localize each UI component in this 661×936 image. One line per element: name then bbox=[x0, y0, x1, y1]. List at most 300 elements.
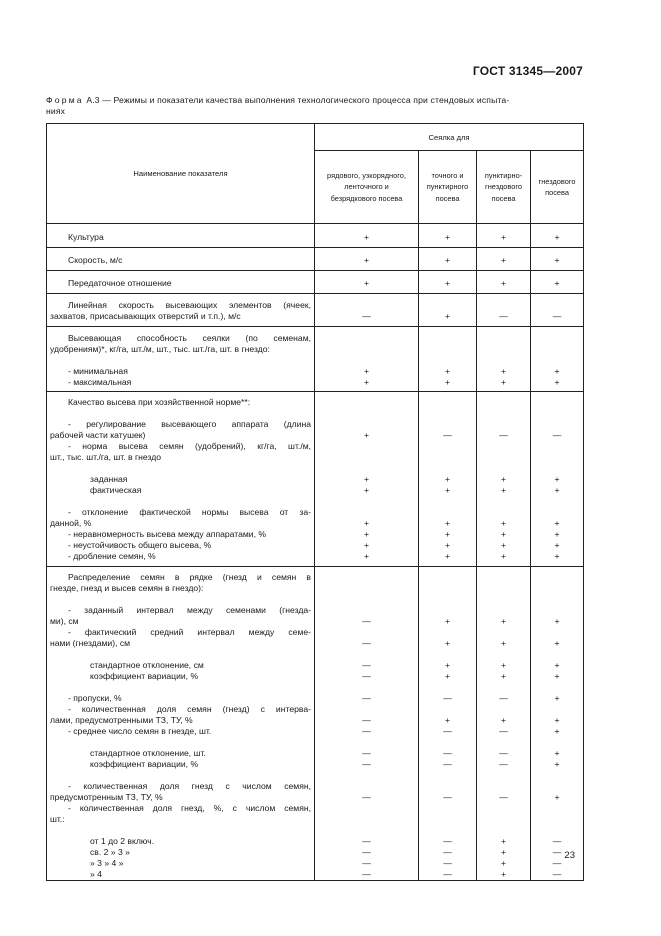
value-mark bbox=[531, 507, 583, 518]
indicator-text-line: данной, % bbox=[50, 518, 92, 528]
value-mark: — bbox=[443, 759, 452, 769]
indicator-text-line: Скорость, м/с bbox=[68, 255, 123, 265]
value-mark bbox=[315, 583, 418, 594]
value-mark bbox=[419, 594, 476, 605]
value-cell bbox=[477, 271, 531, 294]
indicator-text-line bbox=[50, 594, 311, 605]
value-mark bbox=[315, 419, 418, 430]
column-header-hill-seeding: гнездового посева bbox=[531, 151, 584, 224]
indicator-text-line: Качество высева при хозяйственной норме**: bbox=[68, 397, 251, 407]
value-mark bbox=[531, 825, 583, 836]
value-mark: + bbox=[500, 232, 507, 242]
indicator-name-cell bbox=[47, 392, 315, 567]
indicator-text-line: - количественная доля гнезд с числом семян, bbox=[68, 781, 311, 791]
value-mark bbox=[531, 572, 583, 583]
value-cell bbox=[531, 327, 584, 392]
value-mark bbox=[477, 496, 530, 507]
indicator-text-line: шт., тыс. шт./га, шт. в гнездо bbox=[50, 452, 161, 462]
value-mark: + bbox=[500, 858, 507, 868]
value-mark bbox=[477, 333, 530, 344]
value-mark bbox=[477, 594, 530, 605]
value-mark bbox=[315, 814, 418, 825]
table-row bbox=[47, 248, 584, 271]
value-mark bbox=[315, 507, 418, 518]
value-mark bbox=[419, 300, 476, 311]
value-mark bbox=[419, 649, 476, 660]
value-cell bbox=[531, 294, 584, 327]
value-mark: + bbox=[554, 232, 560, 242]
value-mark: — bbox=[552, 836, 562, 846]
value-mark: — bbox=[362, 792, 371, 802]
indicator-text-line: - норма высева семян (удобрений), кг/га, шт./м, bbox=[68, 441, 311, 451]
value-mark: + bbox=[500, 836, 507, 846]
value-mark bbox=[477, 452, 530, 463]
value-mark bbox=[531, 496, 583, 507]
value-cell bbox=[477, 567, 531, 881]
indicator-text-line: - неустойчивость общего высева, % bbox=[68, 540, 212, 550]
value-mark bbox=[477, 770, 530, 781]
value-mark: + bbox=[444, 551, 451, 561]
indicator-text-line bbox=[50, 496, 311, 507]
value-cell bbox=[531, 567, 584, 881]
value-mark bbox=[315, 781, 418, 792]
value-mark: + bbox=[554, 278, 560, 288]
value-cell bbox=[477, 224, 531, 248]
column-header-precision-seeding: точного и пунктирного посева bbox=[419, 151, 477, 224]
value-mark bbox=[477, 419, 530, 430]
value-cell bbox=[315, 224, 419, 248]
indicator-text-line bbox=[50, 355, 311, 366]
value-mark: — bbox=[362, 836, 371, 846]
value-cell bbox=[531, 248, 584, 271]
value-mark: + bbox=[363, 232, 370, 242]
value-mark bbox=[477, 814, 530, 825]
value-mark bbox=[315, 333, 418, 344]
value-mark: + bbox=[444, 638, 451, 648]
value-mark bbox=[315, 463, 418, 474]
table-row bbox=[47, 294, 584, 327]
indicator-text-line: - регулирование высевающего аппарата (длина bbox=[68, 419, 311, 429]
value-mark bbox=[419, 507, 476, 518]
value-mark: + bbox=[554, 671, 560, 681]
value-mark bbox=[531, 452, 583, 463]
value-mark bbox=[315, 682, 418, 693]
value-mark bbox=[477, 572, 530, 583]
value-mark: + bbox=[554, 693, 560, 703]
value-mark: + bbox=[500, 377, 507, 387]
indicator-text-line bbox=[50, 682, 311, 693]
form-label: Форма bbox=[46, 95, 84, 105]
value-mark bbox=[315, 408, 418, 419]
value-mark: — bbox=[362, 671, 371, 681]
value-mark: — bbox=[362, 748, 371, 758]
value-mark bbox=[477, 704, 530, 715]
value-mark: + bbox=[554, 638, 560, 648]
value-cell bbox=[419, 224, 477, 248]
value-mark bbox=[315, 496, 418, 507]
value-mark: + bbox=[554, 377, 560, 387]
indicator-text-line: - дробление семян, % bbox=[68, 551, 156, 561]
value-mark bbox=[315, 627, 418, 638]
value-mark: — bbox=[499, 759, 508, 769]
indicator-text-line: св. 2 » 3 » bbox=[90, 847, 130, 857]
value-mark bbox=[531, 682, 583, 693]
value-mark bbox=[531, 333, 583, 344]
indicator-text-line: шт.: bbox=[50, 814, 65, 824]
value-mark bbox=[419, 572, 476, 583]
value-mark: + bbox=[500, 638, 507, 648]
value-mark bbox=[477, 397, 530, 408]
value-mark: — bbox=[443, 792, 452, 802]
value-cell bbox=[477, 294, 531, 327]
value-mark bbox=[315, 605, 418, 616]
form-title-line1: А.3 — Режимы и показатели качества выполнения технологического процесса при стендовых испыта- bbox=[83, 95, 510, 105]
table-row bbox=[47, 327, 584, 392]
value-mark bbox=[531, 803, 583, 814]
value-mark: + bbox=[444, 715, 451, 725]
value-mark: — bbox=[499, 311, 508, 321]
value-mark: + bbox=[554, 616, 560, 626]
indicator-text-line: от 1 до 2 включ. bbox=[90, 836, 154, 846]
value-mark bbox=[315, 649, 418, 660]
value-mark: + bbox=[444, 485, 451, 495]
value-mark bbox=[477, 507, 530, 518]
value-mark: — bbox=[362, 847, 371, 857]
value-mark bbox=[477, 803, 530, 814]
value-mark bbox=[419, 419, 476, 430]
value-cell bbox=[477, 248, 531, 271]
value-mark: + bbox=[554, 660, 560, 670]
value-mark bbox=[477, 825, 530, 836]
value-mark: + bbox=[444, 311, 451, 321]
value-mark: — bbox=[443, 693, 452, 703]
value-cell bbox=[477, 392, 531, 567]
indicator-text-line: Линейная скорость высевающих элементов (ячеек, bbox=[68, 300, 311, 310]
indicator-text-line: - отклонение фактической нормы высева от за- bbox=[68, 507, 311, 517]
value-mark: + bbox=[554, 748, 560, 758]
value-mark: + bbox=[554, 518, 560, 528]
value-cell bbox=[315, 392, 419, 567]
indicator-text-line: предусмотренным ТЗ, ТУ, % bbox=[50, 792, 163, 802]
value-mark bbox=[419, 704, 476, 715]
value-mark: + bbox=[554, 366, 560, 376]
value-mark: + bbox=[444, 366, 451, 376]
value-mark bbox=[477, 408, 530, 419]
indicator-text-line bbox=[50, 825, 311, 836]
value-mark bbox=[419, 344, 476, 355]
value-mark bbox=[419, 770, 476, 781]
table-row bbox=[47, 271, 584, 294]
value-mark bbox=[531, 737, 583, 748]
value-mark bbox=[419, 452, 476, 463]
value-mark: — bbox=[443, 869, 452, 879]
value-mark bbox=[477, 605, 530, 616]
column-header-seeder: Сеялка для bbox=[315, 124, 584, 151]
value-mark: + bbox=[444, 232, 451, 242]
value-mark: — bbox=[443, 847, 452, 857]
value-cell bbox=[419, 327, 477, 392]
value-mark: + bbox=[554, 715, 560, 725]
indicator-name-cell bbox=[47, 567, 315, 881]
value-mark bbox=[419, 583, 476, 594]
value-mark: — bbox=[443, 858, 452, 868]
value-mark bbox=[315, 594, 418, 605]
value-mark bbox=[315, 737, 418, 748]
value-mark: + bbox=[444, 278, 451, 288]
value-cell bbox=[315, 248, 419, 271]
value-mark bbox=[477, 627, 530, 638]
indicator-text-line: фактическая bbox=[90, 485, 142, 495]
value-mark bbox=[315, 803, 418, 814]
value-mark: + bbox=[363, 518, 370, 528]
value-cell bbox=[315, 327, 419, 392]
value-mark bbox=[531, 355, 583, 366]
value-mark: — bbox=[499, 748, 508, 758]
value-mark bbox=[419, 605, 476, 616]
value-cell bbox=[419, 271, 477, 294]
value-mark bbox=[531, 594, 583, 605]
value-mark bbox=[477, 682, 530, 693]
indicator-name-cell bbox=[47, 327, 315, 392]
value-mark: + bbox=[500, 660, 507, 670]
value-mark: + bbox=[363, 485, 370, 495]
value-mark bbox=[531, 419, 583, 430]
column-header-row-seeding: рядового, узкорядного, ленточного и безрядкового посева bbox=[315, 151, 419, 224]
value-mark: + bbox=[554, 792, 560, 802]
value-mark bbox=[419, 397, 476, 408]
value-mark: + bbox=[554, 485, 560, 495]
value-mark: + bbox=[444, 529, 451, 539]
value-mark: — bbox=[362, 869, 371, 879]
value-mark: + bbox=[363, 255, 370, 265]
value-mark: + bbox=[444, 660, 451, 670]
indicator-text-line: - фактический средний интервал между семе- bbox=[68, 627, 311, 637]
value-mark bbox=[531, 441, 583, 452]
value-mark bbox=[315, 452, 418, 463]
column-header-indicator: Наименование показателя bbox=[47, 124, 315, 224]
value-mark: + bbox=[500, 529, 507, 539]
table-row bbox=[47, 567, 584, 881]
value-mark bbox=[531, 397, 583, 408]
value-mark: + bbox=[500, 847, 507, 857]
value-mark bbox=[315, 344, 418, 355]
value-mark: + bbox=[444, 255, 451, 265]
value-mark bbox=[531, 344, 583, 355]
standard-number: ГОСТ 31345—2007 bbox=[472, 64, 583, 78]
value-mark: + bbox=[500, 540, 507, 550]
value-mark bbox=[419, 333, 476, 344]
indicator-text-line: удобрениям)*, кг/га, шт./м, шт., тыс. шт./га, шт. в гнездо: bbox=[50, 344, 270, 354]
value-mark: — bbox=[499, 693, 508, 703]
value-mark: — bbox=[499, 792, 508, 802]
indicator-text-line: лами, предусмотренными ТЗ, ТУ, % bbox=[50, 715, 193, 725]
value-mark bbox=[477, 649, 530, 660]
indicator-text-line bbox=[50, 649, 311, 660]
value-mark: + bbox=[500, 518, 507, 528]
value-mark bbox=[419, 463, 476, 474]
value-mark bbox=[419, 496, 476, 507]
value-mark: — bbox=[443, 726, 452, 736]
value-mark: + bbox=[363, 529, 370, 539]
indicator-text-line: - максимальная bbox=[68, 377, 132, 387]
value-mark bbox=[477, 300, 530, 311]
form-title-line2: ниях bbox=[46, 106, 66, 116]
value-mark bbox=[419, 814, 476, 825]
value-mark bbox=[531, 627, 583, 638]
value-mark bbox=[419, 737, 476, 748]
indicator-text-line bbox=[50, 463, 311, 474]
value-mark: + bbox=[363, 377, 370, 387]
value-mark bbox=[315, 825, 418, 836]
value-mark bbox=[531, 770, 583, 781]
table-row bbox=[47, 224, 584, 248]
indicator-name-cell bbox=[47, 271, 315, 294]
value-mark bbox=[315, 355, 418, 366]
indicator-text-line: захватов, присасывающих отверстий и т.п.), м/с bbox=[50, 311, 241, 321]
value-cell bbox=[531, 392, 584, 567]
indicator-text-line: » 3 » 4 » bbox=[90, 858, 124, 868]
indicator-text-line: нами (гнездами), см bbox=[50, 638, 131, 648]
indicator-text-line: Культура bbox=[68, 232, 104, 242]
value-cell bbox=[419, 248, 477, 271]
value-mark bbox=[531, 781, 583, 792]
indicator-text-line bbox=[50, 770, 311, 781]
value-cell bbox=[531, 271, 584, 294]
indicator-text-line: стандартное отклонение, см bbox=[90, 660, 204, 670]
indicator-text-line: - количественная доля гнезд, %, с числом семян, bbox=[68, 803, 311, 813]
value-cell bbox=[419, 392, 477, 567]
indicators-table bbox=[46, 123, 584, 881]
value-mark: + bbox=[363, 278, 370, 288]
value-mark bbox=[315, 397, 418, 408]
value-cell bbox=[315, 294, 419, 327]
value-mark bbox=[531, 408, 583, 419]
value-mark bbox=[419, 627, 476, 638]
value-mark: — bbox=[362, 858, 371, 868]
value-mark: + bbox=[554, 540, 560, 550]
value-mark: + bbox=[444, 616, 451, 626]
value-mark: + bbox=[554, 551, 560, 561]
value-mark bbox=[531, 649, 583, 660]
value-mark: + bbox=[500, 869, 507, 879]
value-mark: — bbox=[362, 660, 371, 670]
value-mark: + bbox=[444, 474, 451, 484]
value-mark: — bbox=[443, 836, 452, 846]
indicator-text-line: гнезде, гнезд и высев семян в гнездо): bbox=[50, 583, 204, 593]
value-mark bbox=[315, 704, 418, 715]
value-cell bbox=[419, 567, 477, 881]
value-mark: + bbox=[363, 551, 370, 561]
value-mark: + bbox=[363, 366, 370, 376]
value-mark: + bbox=[554, 759, 560, 769]
value-mark: — bbox=[362, 616, 371, 626]
value-mark: + bbox=[500, 366, 507, 376]
value-cell bbox=[315, 567, 419, 881]
indicator-text-line: стандартное отклонение, шт. bbox=[90, 748, 206, 758]
value-mark: — bbox=[362, 715, 371, 725]
value-mark bbox=[477, 463, 530, 474]
value-mark: + bbox=[500, 278, 507, 288]
indicator-text-line: Распределение семян в рядке (гнезд и семян в bbox=[68, 572, 311, 582]
value-mark: — bbox=[362, 638, 371, 648]
indicator-text-line: Передаточное отношение bbox=[68, 278, 172, 288]
value-mark: — bbox=[443, 748, 452, 758]
value-mark: + bbox=[363, 540, 370, 550]
value-mark bbox=[531, 300, 583, 311]
value-mark: + bbox=[444, 377, 451, 387]
value-mark bbox=[477, 441, 530, 452]
indicator-text-line: Высевающая способность сеялки (по семенам, bbox=[68, 333, 311, 343]
value-mark: — bbox=[362, 311, 371, 321]
value-mark bbox=[477, 737, 530, 748]
value-mark: + bbox=[500, 715, 507, 725]
value-mark bbox=[315, 770, 418, 781]
value-mark: — bbox=[552, 869, 562, 879]
value-cell bbox=[419, 294, 477, 327]
value-mark: + bbox=[444, 540, 451, 550]
indicator-text-line: коэффициент вариации, % bbox=[90, 671, 199, 681]
value-mark: — bbox=[552, 847, 562, 857]
indicator-text-line: ми), см bbox=[50, 616, 79, 626]
value-mark bbox=[419, 781, 476, 792]
value-mark: — bbox=[499, 430, 508, 440]
value-mark bbox=[477, 355, 530, 366]
value-mark: + bbox=[554, 529, 560, 539]
value-mark bbox=[531, 583, 583, 594]
table-row bbox=[47, 392, 584, 567]
value-mark bbox=[315, 441, 418, 452]
indicator-text-line: коэффициент вариации, % bbox=[90, 759, 199, 769]
indicator-text-line: - заданный интервал между семенами (гнезда- bbox=[68, 605, 311, 615]
indicator-text-line: » 4 bbox=[90, 869, 102, 879]
value-mark: + bbox=[444, 518, 451, 528]
value-mark: — bbox=[362, 726, 371, 736]
value-mark bbox=[531, 814, 583, 825]
value-mark: + bbox=[500, 485, 507, 495]
value-mark bbox=[419, 803, 476, 814]
value-mark: + bbox=[554, 726, 560, 736]
value-mark: + bbox=[500, 616, 507, 626]
value-cell bbox=[531, 224, 584, 248]
indicator-text-line: - пропуски, % bbox=[68, 693, 122, 703]
indicator-text-line: - минимальная bbox=[68, 366, 128, 376]
value-mark: + bbox=[444, 671, 451, 681]
value-mark bbox=[419, 825, 476, 836]
value-mark bbox=[315, 572, 418, 583]
value-mark: — bbox=[552, 858, 562, 868]
value-mark: — bbox=[443, 430, 452, 440]
indicator-text-line: - среднее число семян в гнезде, шт. bbox=[68, 726, 212, 736]
indicator-text-line: заданная bbox=[90, 474, 128, 484]
value-mark bbox=[531, 605, 583, 616]
value-cell bbox=[477, 327, 531, 392]
value-mark bbox=[419, 408, 476, 419]
value-mark: — bbox=[552, 430, 562, 440]
column-header-dot-hill-seeding: пунктирно- гнездового посева bbox=[477, 151, 531, 224]
value-mark: + bbox=[500, 551, 507, 561]
indicator-name-cell bbox=[47, 294, 315, 327]
indicator-name-cell bbox=[47, 248, 315, 271]
value-mark: + bbox=[363, 474, 370, 484]
value-mark: + bbox=[554, 474, 560, 484]
value-mark: — bbox=[362, 759, 371, 769]
indicator-text-line bbox=[50, 737, 311, 748]
value-mark: — bbox=[552, 311, 562, 321]
value-mark bbox=[477, 344, 530, 355]
value-mark: + bbox=[500, 255, 507, 265]
value-mark: — bbox=[362, 693, 371, 703]
value-cell bbox=[315, 271, 419, 294]
